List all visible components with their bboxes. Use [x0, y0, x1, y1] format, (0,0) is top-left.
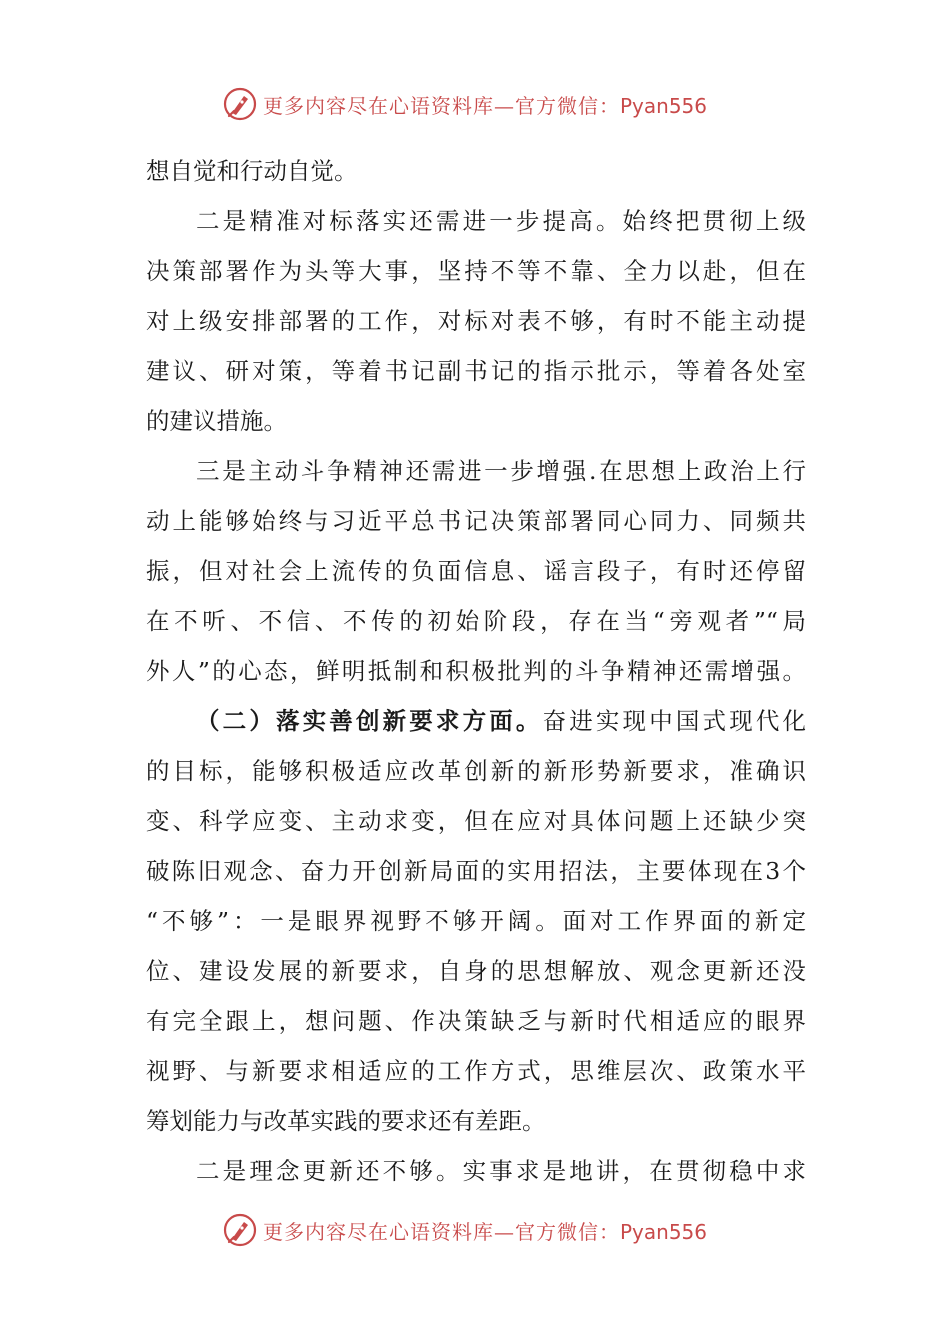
document-body: [146, 146, 806, 1196]
header-banner: [0, 84, 950, 124]
body-line: 的目标，能够积极适应改革创新的新形势新要求，准确识: [146, 757, 806, 785]
body-line: 二是理念更新还不够。实事求是地讲，在贯彻稳中求: [196, 1157, 806, 1185]
body-line: 视野、与新要求相适应的工作方式，思维层次、政策水平: [146, 1057, 806, 1085]
footer-banner-label: 更多内容尽在心语资料库—官方微信：: [262, 1219, 620, 1244]
header-banner-label: 更多内容尽在心语资料库—官方微信：: [262, 93, 620, 118]
section-heading-continuation: 奋进实现中国式现代化: [542, 707, 807, 735]
pen-nib-logo-icon: [223, 1213, 257, 1247]
body-line: 的建议措施。: [146, 407, 287, 435]
body-line: 二是精准对标落实还需进一步提高。始终把贯彻上级: [196, 207, 806, 235]
header-banner-inner: [223, 87, 707, 121]
body-line: 想自觉和行动自觉。: [146, 157, 358, 185]
section-heading-line: [146, 696, 806, 746]
body-line: 振，但对社会上流传的负面信息、谣言段子，有时还停留: [146, 557, 806, 585]
body-line: 动上能够始终与习近平总书记决策部署同心同力、同频共: [146, 507, 806, 535]
body-line: 有完全跟上，想问题、作决策缺乏与新时代相适应的眼界: [146, 1007, 806, 1035]
body-line: 破陈旧观念、奋力开创新局面的实用招法，主要体现在3个: [146, 857, 806, 885]
footer-banner-inner: [223, 1213, 707, 1247]
body-line: 筹划能力与改革实践的要求还有差距。: [146, 1107, 546, 1135]
body-line: 在不听、不信、不传的初始阶段，存在当“旁观者”“局: [146, 607, 806, 635]
body-line: 建议、研对策，等着书记副书记的指示批示，等着各处室: [146, 357, 806, 385]
pen-nib-logo-icon: [223, 87, 257, 121]
header-banner-text: [263, 90, 707, 119]
body-line: 对上级安排部署的工作，对标对表不够，有时不能主动提: [146, 307, 806, 335]
footer-banner-text: [263, 1216, 707, 1245]
header-banner-wechat-id: Pyan556: [619, 93, 707, 118]
body-line: 三是主动斗争精神还需进一步增强.在思想上政治上行: [196, 457, 806, 485]
body-line: 变、科学应变、主动求变，但在应对具体问题上还缺少突: [146, 807, 806, 835]
body-line: 决策部署作为头等大事，坚持不等不靠、全力以赴，但在: [146, 257, 806, 285]
footer-banner: [0, 1210, 950, 1250]
body-line: “不够”：一是眼界视野不够开阔。面对工作界面的新定: [146, 907, 806, 935]
footer-banner-wechat-id: Pyan556: [619, 1219, 707, 1244]
body-line: 位、建设发展的新要求，自身的思想解放、观念更新还没: [146, 957, 806, 985]
section-heading: （二）落实善创新要求方面。: [196, 707, 543, 735]
body-line: 外人”的心态，鲜明抵制和积极批判的斗争精神还需增强。: [146, 657, 806, 685]
